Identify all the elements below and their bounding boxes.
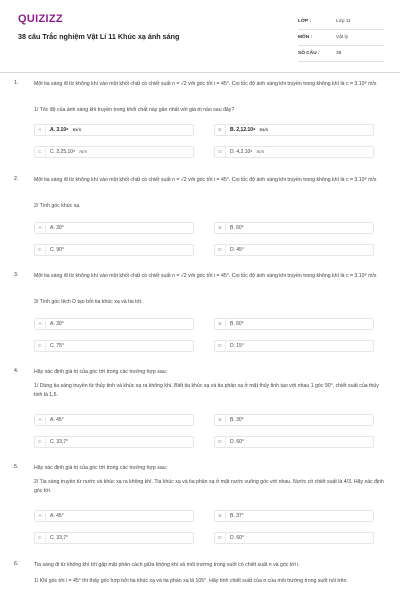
meta-label: SỐ CÂU : — [298, 51, 320, 56]
question-number: 5. — [14, 464, 19, 470]
quizizz-logo: QUIZIZZ — [18, 13, 63, 25]
question-subtext: 2/ Tính góc khúc xạ. — [34, 203, 81, 209]
option-d[interactable] — [214, 146, 374, 158]
option-a[interactable] — [34, 318, 194, 330]
meta-table — [298, 14, 384, 62]
option-a[interactable] — [34, 124, 194, 136]
option-a[interactable] — [34, 510, 194, 522]
question-number: 4. — [14, 368, 19, 374]
option-letter: D — [215, 437, 226, 447]
option-text: B. 30° — [230, 417, 244, 423]
option-c[interactable] — [34, 436, 194, 448]
meta-row-class — [298, 14, 384, 30]
option-text: A. 30° — [50, 225, 64, 231]
option-text: D. 60° — [230, 535, 244, 541]
option-letter: C — [35, 437, 46, 447]
option-text: B. 37° — [230, 513, 244, 519]
option-text: A. 45° — [50, 417, 64, 423]
option-b[interactable] — [214, 414, 374, 426]
option-b[interactable] — [214, 222, 374, 234]
option-letter: B — [215, 511, 226, 521]
question-stem: Một tia sáng đi từ không khí vào một khối chất có chiết suất n = √2 với góc tới i = 45°. Coi tốc độ ánh sáng khi truyền trong không khí là c = 3.10⁸ m/s — [34, 177, 377, 183]
meta-value: Vật lý — [336, 35, 348, 40]
option-d[interactable] — [214, 340, 374, 352]
option-letter: B — [215, 319, 226, 329]
option-d[interactable] — [214, 532, 374, 544]
option-letter: A — [35, 223, 46, 233]
question-stem: Một tia sáng đi từ không khí vào một khối chất có chiết suất n = √2 với góc tới i = 45°. Coi tốc độ ánh sáng khi truyền trong không khí là c = 3.10⁸ m/s — [34, 81, 377, 87]
question-subtext: 1/ Khi góc tới i = 45° thì thấy góc hợp bởi tia khúc xạ và tia phản xạ là 105°. Hãy tính chiết suất của n của môi trường trong suốt nói trên. — [34, 578, 348, 584]
page-title: 38 câu Trắc nghiệm Vật Lí 11 Khúc xạ ánh sáng — [18, 32, 180, 41]
option-c[interactable] — [34, 244, 194, 256]
header — [14, 0, 390, 62]
option-letter: A — [35, 511, 46, 521]
question-subtext: 2/ Tia sáng truyền từ nước và khúc xạ ra không khí. Tia khúc xạ và tia phản xạ ở mặt nước vuông góc với nhau. Nước có chiết suất là 4/3. Hãy xác định góc tới. — [34, 479, 384, 494]
option-d[interactable] — [214, 436, 374, 448]
option-text: B. 60° — [230, 225, 244, 231]
option-letter: B — [215, 223, 226, 233]
option-letter: D — [215, 341, 226, 351]
option-text: B. 60° — [230, 321, 244, 327]
option-a[interactable] — [34, 222, 194, 234]
option-letter: D — [215, 533, 226, 543]
option-letter: C — [35, 341, 46, 351]
question-number: 1. — [14, 80, 19, 86]
option-text: D. 4,2.10⁸ m/s — [230, 149, 265, 155]
option-text: C. 33,7° — [50, 439, 69, 445]
option-text: C. 90° — [50, 247, 64, 253]
header-divider — [0, 72, 400, 73]
question-number: 6. — [14, 561, 19, 567]
option-b[interactable] — [214, 318, 374, 330]
option-text: B. 2,12.10⁸ m/s — [230, 127, 269, 133]
question-stem: Hãy xác định giá trị của góc tới trong các trường hợp sau: — [34, 369, 168, 375]
question-stem: Một tia sáng đi từ không khí vào một khối chất có chiết suất n = √2 với góc tới i = 45°. Coi tốc độ ánh sáng khi truyền trong không khí là c = 3.10⁸ m/s — [34, 273, 377, 279]
option-letter: B — [215, 125, 226, 135]
meta-value: Lớp 11 — [336, 19, 351, 24]
option-letter: D — [215, 245, 226, 255]
option-letter: A — [35, 125, 46, 135]
meta-row-count — [298, 46, 384, 62]
meta-label: MÔN : — [298, 35, 313, 40]
question-number: 3. — [14, 272, 19, 278]
question-number: 2. — [14, 176, 19, 182]
option-text: C. 75° — [50, 343, 64, 349]
option-letter: C — [35, 147, 46, 157]
option-letter: B — [215, 415, 226, 425]
option-letter: A — [35, 319, 46, 329]
option-letter: C — [35, 533, 46, 543]
option-text: D. 60° — [230, 439, 244, 445]
option-letter: D — [215, 147, 226, 157]
option-c[interactable] — [34, 146, 194, 158]
question-stem: Hãy xác định giá trị của góc tới trong các trường hợp sau: — [34, 465, 168, 471]
option-text: C. 2,25.10⁸ m/s — [50, 149, 88, 155]
option-b[interactable] — [214, 510, 374, 522]
option-text: A. 45° — [50, 513, 64, 519]
question-subtext: 1/ Tốc độ của ánh sáng khi truyền trong khối chất này gần nhất với giá trị nào sau đây? — [34, 107, 235, 113]
option-letter: A — [35, 415, 46, 425]
option-a[interactable] — [34, 414, 194, 426]
question-subtext: 3/ Tính góc lệch D tạo bởi tia khúc xạ và tia tới. — [34, 299, 143, 305]
option-letter: C — [35, 245, 46, 255]
option-text: A. 3.10⁸ m/s — [50, 127, 82, 133]
option-b[interactable] — [214, 124, 374, 136]
option-c[interactable] — [34, 340, 194, 352]
option-text: D. 15° — [230, 343, 244, 349]
question-subtext: 1/ Dùng tia sáng truyền từ thủy tinh và khúc xạ ra không khí. Biết tia khúc xạ và tia phản xạ ở mặt thủy tinh tạo với nhau 1 góc 90°, chiết suất của thủy tinh là 1,5. — [34, 383, 379, 398]
meta-label: LỚP : — [298, 19, 312, 24]
meta-row-subject — [298, 30, 384, 46]
meta-value: 38 — [336, 51, 342, 56]
option-c[interactable] — [34, 532, 194, 544]
option-text: D. 45° — [230, 247, 244, 253]
question-stem: Tia sáng đi từ không khí tới gặp mặt phân cách giữa không khí và môi trường trong suốt có chiết suất n và góc tới i. — [34, 562, 300, 568]
option-text: A. 30° — [50, 321, 64, 327]
option-d[interactable] — [214, 244, 374, 256]
option-text: C. 33,7° — [50, 535, 69, 541]
